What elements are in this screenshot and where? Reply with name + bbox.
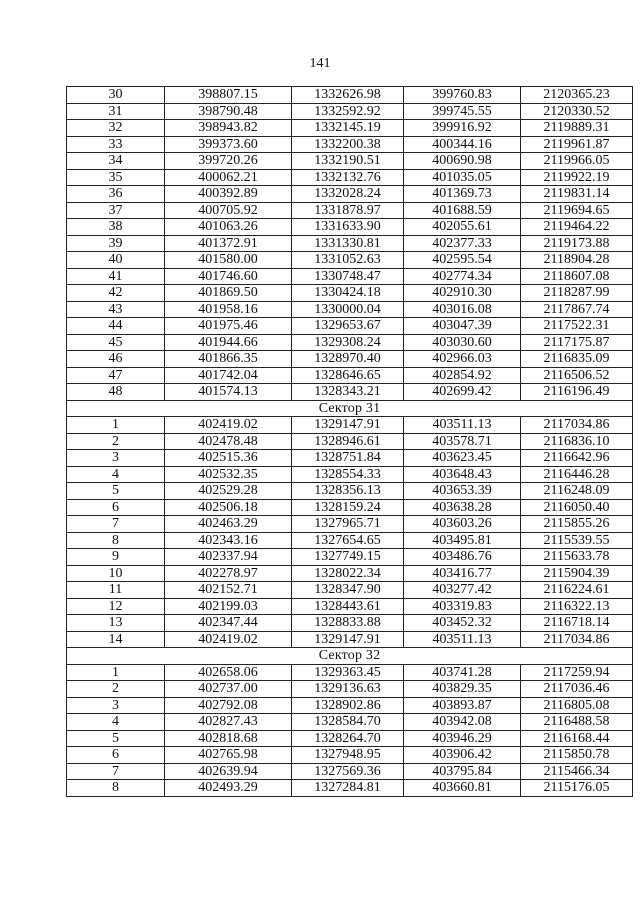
sector-header-row [67,400,633,417]
table-cell: 398790.48 [165,103,292,120]
table-row [67,186,633,203]
table-cell: 1329363.45 [292,664,404,681]
table-row [67,450,633,467]
table-cell: 2116488.58 [521,714,633,731]
table-cell: 2117259.94 [521,664,633,681]
table-row [67,466,633,483]
table-row [67,334,633,351]
table-row [67,532,633,549]
table-cell: 2115539.55 [521,532,633,549]
table-cell: 1328343.21 [292,384,404,401]
table-cell: 1328833.88 [292,615,404,632]
table-cell: 2115176.05 [521,780,633,797]
table-cell: 2117522.31 [521,318,633,335]
table-cell: 1327948.95 [292,747,404,764]
table-cell: 1328946.61 [292,433,404,450]
table-row [67,120,633,137]
table-cell: 1332200.38 [292,136,404,153]
table-cell: 2116322.13 [521,598,633,615]
table-cell: 2 [67,681,165,698]
table-cell: 402347.44 [165,615,292,632]
table-cell: 402419.02 [165,417,292,434]
table-row [67,367,633,384]
table-cell: 7 [67,763,165,780]
table-cell: 2116506.52 [521,367,633,384]
table-cell: 400392.89 [165,186,292,203]
table-cell: 5 [67,730,165,747]
table-cell: 401742.04 [165,367,292,384]
table-cell: 403623.45 [404,450,521,467]
table-cell: 1328443.61 [292,598,404,615]
table-cell: 8 [67,780,165,797]
table-cell: 36 [67,186,165,203]
table-cell: 2116196.49 [521,384,633,401]
table-cell: 2119831.14 [521,186,633,203]
table-row [67,351,633,368]
table-cell: 402737.00 [165,681,292,698]
table-cell: 47 [67,367,165,384]
table-cell: 399745.55 [404,103,521,120]
table-cell: 402377.33 [404,235,521,252]
table-cell: 2116050.40 [521,499,633,516]
table-cell: 403319.83 [404,598,521,615]
table-row [67,433,633,450]
table-cell: 2120365.23 [521,87,633,104]
table-row [67,681,633,698]
table-cell: 33 [67,136,165,153]
table-row [67,417,633,434]
table-cell: 2116835.09 [521,351,633,368]
table-cell: 1331878.97 [292,202,404,219]
table-cell: 403942.08 [404,714,521,731]
table-cell: 401746.60 [165,268,292,285]
table-cell: 399916.92 [404,120,521,137]
table-cell: 1327965.71 [292,516,404,533]
table-cell: 402532.35 [165,466,292,483]
table-cell: 401580.00 [165,252,292,269]
table-cell: 2117867.74 [521,301,633,318]
table-cell: 4 [67,714,165,731]
table-row [67,268,633,285]
table-cell: 403653.39 [404,483,521,500]
table-row [67,235,633,252]
sector-header-row [67,648,633,665]
table-cell: 403511.13 [404,631,521,648]
table-cell: 44 [67,318,165,335]
table-row [67,615,633,632]
table-row [67,219,633,236]
table-cell: 401866.35 [165,351,292,368]
table-cell: 2117034.86 [521,417,633,434]
table-cell: 402827.43 [165,714,292,731]
table-cell: 1327284.81 [292,780,404,797]
table-row [67,763,633,780]
table-cell: 1330424.18 [292,285,404,302]
table-cell: 403795.84 [404,763,521,780]
table-row [67,516,633,533]
table-cell: 2115904.39 [521,565,633,582]
table-cell: 2115850.78 [521,747,633,764]
table-cell: 2120330.52 [521,103,633,120]
table-cell: 401372.91 [165,235,292,252]
table-cell: 402337.94 [165,549,292,566]
table-cell: 1328646.65 [292,367,404,384]
table-cell: 2117175.87 [521,334,633,351]
table-cell: 1332028.24 [292,186,404,203]
table-cell: 403660.81 [404,780,521,797]
table-cell: 31 [67,103,165,120]
table-cell: 32 [67,120,165,137]
table-cell: 403452.32 [404,615,521,632]
table-cell: 1328970.40 [292,351,404,368]
table-cell: 40 [67,252,165,269]
table-cell: 2119922.19 [521,169,633,186]
table-cell: 2 [67,433,165,450]
table-cell: 403030.60 [404,334,521,351]
table-cell: 2119694.65 [521,202,633,219]
table-cell: 398807.15 [165,87,292,104]
table-cell: 3 [67,450,165,467]
table-cell: 402278.97 [165,565,292,582]
table-cell: 403495.81 [404,532,521,549]
table-cell: 402699.42 [404,384,521,401]
table-cell: 402506.18 [165,499,292,516]
table-cell: 2115855.26 [521,516,633,533]
table-cell: 400344.16 [404,136,521,153]
table-cell: 1329308.24 [292,334,404,351]
table-cell: 1332592.92 [292,103,404,120]
table-cell: 2117036.46 [521,681,633,698]
page-number: 141 [309,56,331,71]
table-cell: 2116446.28 [521,466,633,483]
table-cell: 400690.98 [404,153,521,170]
table-cell: 399373.60 [165,136,292,153]
table-cell: 1330000.04 [292,301,404,318]
table-cell: 403016.08 [404,301,521,318]
table-row [67,318,633,335]
table-cell: 1328159.24 [292,499,404,516]
table-cell: 402966.03 [404,351,521,368]
table-cell: 34 [67,153,165,170]
table-cell: 402463.29 [165,516,292,533]
table-row [67,252,633,269]
table-cell: 2118904.28 [521,252,633,269]
table-cell: 402765.98 [165,747,292,764]
table-cell: 403486.76 [404,549,521,566]
table-cell: 403906.42 [404,747,521,764]
table-cell: 1331330.81 [292,235,404,252]
table-cell: 14 [67,631,165,648]
table-row [67,582,633,599]
table-cell: 35 [67,169,165,186]
table-cell: 2118287.99 [521,285,633,302]
table-cell: 402639.94 [165,763,292,780]
table-cell: 403829.35 [404,681,521,698]
table-row [67,136,633,153]
table-cell: 403047.39 [404,318,521,335]
table-cell: 38 [67,219,165,236]
table-row [67,103,633,120]
table-cell: 2116805.08 [521,697,633,714]
table-cell: 1331633.90 [292,219,404,236]
table-cell: 2116718.14 [521,615,633,632]
table-cell: 13 [67,615,165,632]
table-cell: 2116642.96 [521,450,633,467]
table-row [67,87,633,104]
sector-title: Сектор 32 [67,648,633,665]
table-cell: 2116248.09 [521,483,633,500]
table-row [67,565,633,582]
table-row [67,714,633,731]
table-cell: 402152.71 [165,582,292,599]
table-cell: 402199.03 [165,598,292,615]
table-row [67,664,633,681]
table-cell: 402478.48 [165,433,292,450]
table-cell: 11 [67,582,165,599]
table-cell: 401688.59 [404,202,521,219]
table-row [67,730,633,747]
table-cell: 12 [67,598,165,615]
table-cell: 402658.06 [165,664,292,681]
table-cell: 4 [67,466,165,483]
table-cell: 401035.05 [404,169,521,186]
table-cell: 1328902.86 [292,697,404,714]
table-cell: 401975.46 [165,318,292,335]
table-cell: 402515.36 [165,450,292,467]
table-cell: 2119961.87 [521,136,633,153]
table-cell: 1327654.65 [292,532,404,549]
table-cell: 403603.26 [404,516,521,533]
table-cell: 402529.28 [165,483,292,500]
table-cell: 45 [67,334,165,351]
table-cell: 403741.28 [404,664,521,681]
table-cell: 1332190.51 [292,153,404,170]
table-cell: 399760.83 [404,87,521,104]
table-cell: 402343.16 [165,532,292,549]
table-row [67,631,633,648]
table-cell: 1332626.98 [292,87,404,104]
table-cell: 3 [67,697,165,714]
table-cell: 402910.30 [404,285,521,302]
table-cell: 1 [67,664,165,681]
table-cell: 398943.82 [165,120,292,137]
table-cell: 1329136.63 [292,681,404,698]
table-cell: 402818.68 [165,730,292,747]
table-cell: 1329147.91 [292,631,404,648]
table-cell: 8 [67,532,165,549]
table-cell: 6 [67,499,165,516]
table-cell: 2119966.05 [521,153,633,170]
table-cell: 46 [67,351,165,368]
table-cell: 1329653.67 [292,318,404,335]
table-cell: 6 [67,747,165,764]
table-row [67,483,633,500]
table-row [67,598,633,615]
table-cell: 2116224.61 [521,582,633,599]
table-cell: 402419.02 [165,631,292,648]
table-cell: 403648.43 [404,466,521,483]
table-cell: 402854.92 [404,367,521,384]
table-cell: 1328751.84 [292,450,404,467]
table-cell: 7 [67,516,165,533]
table-cell: 1328584.70 [292,714,404,731]
table-cell: 401574.13 [165,384,292,401]
table-cell: 1330748.47 [292,268,404,285]
table-cell: 400705.92 [165,202,292,219]
coordinates-table-body [67,87,633,797]
table-cell: 30 [67,87,165,104]
table-cell: 1332145.19 [292,120,404,137]
table-cell: 41 [67,268,165,285]
table-row [67,697,633,714]
table-cell: 1328022.34 [292,565,404,582]
table-cell: 403511.13 [404,417,521,434]
table-cell: 2115466.34 [521,763,633,780]
table-row [67,549,633,566]
table-cell: 401944.66 [165,334,292,351]
table-cell: 2116836.10 [521,433,633,450]
sector-title: Сектор 31 [67,400,633,417]
table-cell: 401958.16 [165,301,292,318]
table-cell: 402595.54 [404,252,521,269]
table-cell: 403638.28 [404,499,521,516]
table-cell: 403893.87 [404,697,521,714]
table-cell: 1328554.33 [292,466,404,483]
table-cell: 403946.29 [404,730,521,747]
table-cell: 2116168.44 [521,730,633,747]
table-cell: 399720.26 [165,153,292,170]
table-cell: 402055.61 [404,219,521,236]
table-cell: 402493.29 [165,780,292,797]
table-cell: 42 [67,285,165,302]
table-cell: 39 [67,235,165,252]
table-cell: 1328264.70 [292,730,404,747]
table-cell: 2117034.86 [521,631,633,648]
table-cell: 1329147.91 [292,417,404,434]
table-row [67,153,633,170]
table-cell: 43 [67,301,165,318]
table-row [67,169,633,186]
table-cell: 48 [67,384,165,401]
table-cell: 400062.21 [165,169,292,186]
table-row [67,202,633,219]
table-cell: 1327749.15 [292,549,404,566]
table-cell: 403416.77 [404,565,521,582]
table-cell: 37 [67,202,165,219]
table-cell: 402774.34 [404,268,521,285]
table-row [67,301,633,318]
table-cell: 403277.42 [404,582,521,599]
table-cell: 2115633.78 [521,549,633,566]
table-cell: 401869.50 [165,285,292,302]
table-row [67,780,633,797]
table-cell: 2119173.88 [521,235,633,252]
table-cell: 2118607.08 [521,268,633,285]
table-cell: 1327569.36 [292,763,404,780]
table-cell: 2119464.22 [521,219,633,236]
table-cell: 1328356.13 [292,483,404,500]
table-row [67,499,633,516]
table-cell: 403578.71 [404,433,521,450]
table-cell: 2119889.31 [521,120,633,137]
table-row [67,285,633,302]
table-cell: 401369.73 [404,186,521,203]
table-cell: 5 [67,483,165,500]
table-cell: 10 [67,565,165,582]
table-cell: 1331052.63 [292,252,404,269]
table-cell: 1 [67,417,165,434]
table-cell: 9 [67,549,165,566]
table-row [67,384,633,401]
table-cell: 401063.26 [165,219,292,236]
coordinates-table [66,86,633,797]
table-cell: 1328347.90 [292,582,404,599]
table-cell: 402792.08 [165,697,292,714]
table-row [67,747,633,764]
table-cell: 1332132.76 [292,169,404,186]
